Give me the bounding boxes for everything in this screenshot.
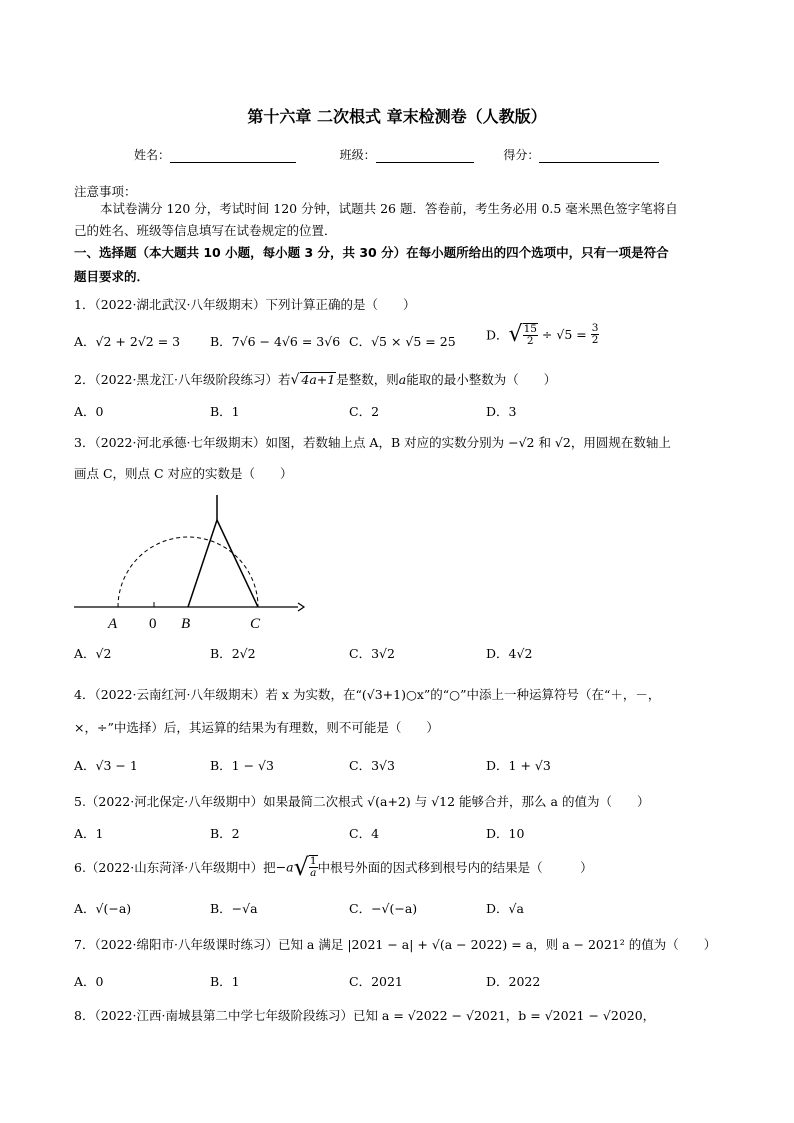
question-8-stem: 8．（2022·江西·南城县第二中学七年级阶段练习）已知 a = √2022 − √2021，b = √2021 − √2020， (74, 1008, 656, 1023)
q4-option-b[interactable]: B．1 − √3 (210, 758, 274, 773)
compass-leg-left (188, 520, 217, 607)
q3-option-b-value: 2√2 (231, 646, 256, 661)
notice-heading: 注意事项： (74, 184, 137, 199)
q6-expr-numerator: 1 (309, 855, 317, 867)
q4-option-a[interactable]: A．√3 − 1 (74, 758, 138, 773)
q5-option-c[interactable]: C．4 (349, 826, 380, 841)
q2-stem-pre: 2．（2022·黑龙江·八年级阶段练习）若 (74, 372, 291, 387)
point-a-label: A (108, 616, 118, 632)
q3-option-c[interactable] (349, 644, 395, 662)
q1-option-d[interactable]: D．√ $\frac{15}{2}$ ÷ √5 = $\frac{3}{2}$ (486, 322, 599, 347)
q1-option-d-label: D． (486, 327, 509, 343)
q1-option-c[interactable] (349, 332, 456, 350)
q3-option-c-label: C． (349, 646, 372, 661)
q2-option-d[interactable]: D．3 (486, 404, 517, 419)
score-field[interactable] (539, 150, 659, 163)
question-4-line-2: ×，÷”中选择）后，其运算的结果为有理数，则不可能是（ ） (74, 720, 439, 735)
q1-option-a-label: A． (74, 334, 96, 349)
name-label: 姓名： (134, 148, 171, 162)
q2-option-c[interactable]: C．2 (349, 404, 380, 419)
axis-arrow-icon (298, 603, 304, 611)
q1-d-result-den: 2 (591, 334, 599, 346)
q1-option-b[interactable] (210, 332, 340, 350)
question-4-line-1: 4．（2022·云南红河·八年级期末）若 x 为实数，在“(√3+1)○x”的“○”中添上一种运算符号（在“＋，－， (74, 687, 661, 702)
notice-text-1: 本试卷满分 120 分，考试时间 120 分钟，试题共 26 题．答卷前，考生务必用 0.5 毫米黑色签字笔将自 (100, 201, 678, 216)
student-info-row (134, 146, 659, 163)
q2-radicand: 4a+1 (301, 372, 336, 387)
compass-arc (118, 537, 258, 607)
q1-option-b-label: B． (210, 334, 232, 349)
q2-stem-post2: 能取的最小整数为（ ） (406, 372, 557, 387)
q3-option-c-value: 3√2 (371, 646, 395, 661)
q1-d-denominator: 2 (526, 334, 534, 347)
notice-text-2: 己的姓名、班级等信息填写在试卷规定的位置． (74, 223, 337, 238)
q2-option-b[interactable]: B．1 (210, 404, 240, 419)
q1-option-b-expr: 7√6 − 4√6 = 3√6 (231, 334, 341, 349)
q7-option-d[interactable]: D．2022 (486, 974, 541, 989)
q7-option-a[interactable]: A．0 (74, 974, 104, 989)
q7-option-c[interactable]: C．2021 (349, 974, 403, 989)
q5-option-a[interactable]: A．1 (74, 826, 104, 841)
question-7-stem: 7．（2022·绵阳市·八年级课时练习）已知 a 满足 |2021 − a| + √(a − 2022) = a，则 a − 2021² 的值为（ ） (74, 937, 717, 952)
q3-option-a[interactable] (74, 644, 111, 662)
q6-expr-coef: −a (275, 859, 294, 875)
q5-option-b[interactable]: B．2 (210, 826, 240, 841)
q3-option-a-value: √2 (95, 646, 112, 661)
q3-option-b-label: B． (210, 646, 232, 661)
q4-option-d[interactable]: D．1 + √3 (486, 758, 551, 773)
compass-leg-right (217, 520, 258, 607)
q6-option-a[interactable]: A．√(−a) (74, 901, 132, 916)
q1-d-result-num: 3 (591, 322, 599, 334)
q1-d-numerator: 15 (523, 322, 537, 335)
page-title: 第十六章 二次根式 章末检测卷（人教版） (247, 107, 547, 126)
name-field[interactable] (170, 150, 296, 163)
q1-option-a-expr: √2 + 2√2 = 3 (95, 334, 181, 349)
question-3-line-1: 3．（2022·河北承德·七年级期末）如图，若数轴上点 A，B 对应的实数分别为 −√2 和 √2，用圆规在数轴上 (74, 435, 671, 450)
question-2-stem: 2．（2022·黑龙江·八年级阶段练习）若√ 4a+1是整数，则a能取的最小整数为（ ） (74, 372, 557, 388)
q2-stem-post: 是整数，则 (336, 372, 399, 387)
q6-option-b[interactable]: B．−√a (210, 901, 258, 916)
section-heading-2: 题目要求的． (74, 269, 150, 284)
question-3-line-2: 画点 C，则点 C 对应的实数是（ ） (74, 466, 293, 481)
q1-d-middle: ÷ √5 = (541, 327, 587, 342)
q2-option-a[interactable]: A．0 (74, 404, 104, 419)
q5-option-d[interactable]: D．10 (486, 826, 525, 841)
q4-option-c[interactable]: C．3√3 (349, 758, 395, 773)
q3-option-b[interactable] (210, 644, 256, 662)
class-label: 班级： (339, 148, 376, 162)
q3-option-d-value: 4√2 (508, 646, 533, 661)
question-6-stem: 6.（2022·山东菏泽·八年级期中）把−a√ $\frac{1}{a}$ 中根号外面的因式移到根号内的结果是（ ） (74, 853, 593, 881)
q3-option-d[interactable] (486, 644, 532, 662)
q6-option-d[interactable]: D．√a (486, 901, 524, 916)
q1-option-c-label: C． (349, 334, 372, 349)
q6-expr-denominator: a (310, 867, 317, 879)
q3-option-d-label: D． (486, 646, 509, 661)
point-b-label: B (181, 616, 191, 632)
q7-option-b[interactable]: B．1 (210, 974, 240, 989)
q6-stem-post: 中根号外面的因式移到根号内的结果是（ ） (317, 860, 593, 875)
class-field[interactable] (376, 150, 474, 163)
q1-option-c-expr: √5 × √5 = 25 (371, 334, 456, 349)
question-1-stem: 1．（2022·湖北武汉·八年级期末）下列计算正确的是（ ） (74, 297, 416, 312)
point-c-label: C (250, 616, 261, 632)
q6-option-c[interactable]: C．−√(−a) (349, 901, 418, 916)
score-label: 得分： (503, 148, 540, 162)
origin-label: 0 (149, 616, 157, 632)
question-5-stem: 5.（2022·河北保定·八年级期中）如果最简二次根式 √(a+2) 与 √12 能够合并，那么 a 的值为（ ） (74, 794, 650, 809)
q1-option-a[interactable] (74, 332, 180, 350)
q2-variable: a (398, 372, 407, 387)
q6-stem-pre: 6.（2022·山东菏泽·八年级期中）把 (74, 860, 276, 875)
q3-option-a-label: A． (74, 646, 96, 661)
number-line-figure (70, 490, 310, 640)
section-heading-1: 一、选择题（本大题共 10 小题，每小题 3 分，共 30 分）在每小题所给出的四个选项中，只有一项是符合 (74, 245, 669, 260)
